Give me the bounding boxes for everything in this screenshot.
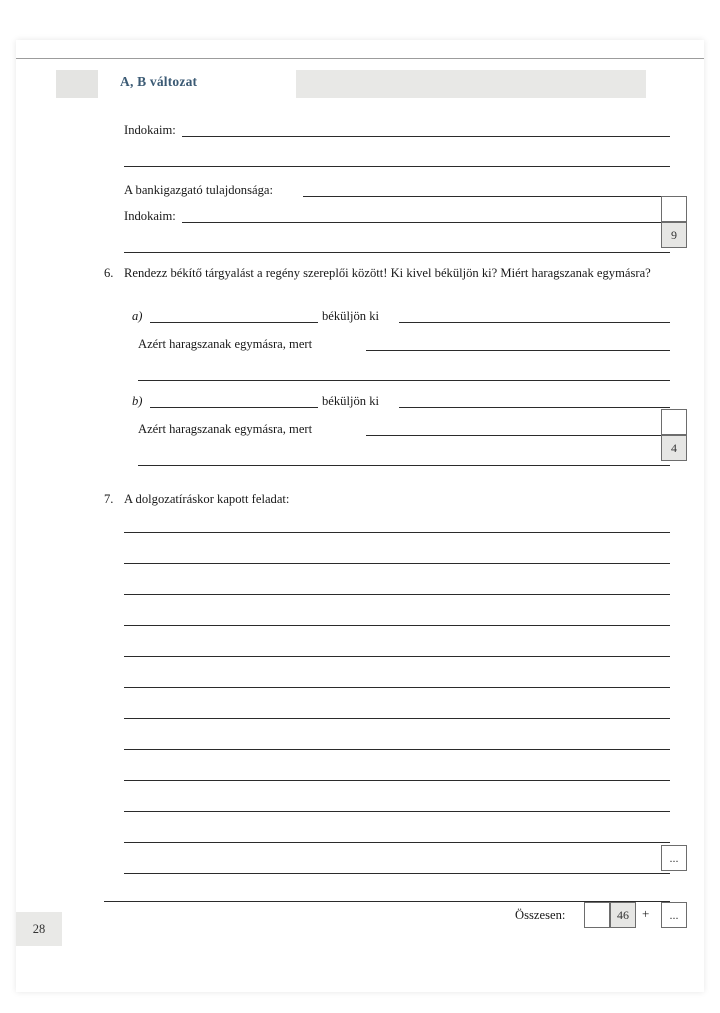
answer-rule[interactable] (124, 252, 670, 253)
score-box-task7[interactable]: ... (661, 845, 687, 871)
answer-rule[interactable] (124, 594, 670, 595)
summary-label: Összesen: (515, 908, 566, 922)
bankigazgato-label: A bankigazgató tulajdonsága: (124, 183, 273, 197)
answer-rule[interactable] (124, 625, 670, 626)
answer-rule[interactable] (124, 780, 670, 781)
answer-rule[interactable] (138, 465, 670, 466)
summary-score-box-empty[interactable] (584, 902, 610, 928)
answer-rule[interactable] (124, 718, 670, 719)
answer-rule[interactable] (399, 322, 670, 323)
summary-plus-sign: + (642, 906, 650, 921)
task6-a-reason-label: Azért haragszanak egymásra, mert (138, 337, 313, 351)
top-divider-rule (16, 58, 704, 59)
page-header (56, 70, 646, 100)
score-box-9[interactable]: 9 (661, 222, 687, 248)
answer-rule[interactable] (303, 196, 670, 197)
answer-rule[interactable] (124, 687, 670, 688)
task7-prompt: A dolgozatíráskor kapott feladat: (124, 492, 290, 506)
score-box-4[interactable]: 4 (661, 435, 687, 461)
page-sheet (16, 40, 704, 992)
task7-number: 7. (104, 492, 114, 506)
answer-rule[interactable] (124, 749, 670, 750)
answer-rule[interactable] (366, 435, 670, 436)
task6-b-reason-label: Azért haragszanak egymásra, mert (138, 422, 313, 436)
answer-rule[interactable] (124, 811, 670, 812)
answer-rule[interactable] (124, 842, 670, 843)
score-box-empty[interactable] (661, 196, 687, 222)
answer-rule[interactable] (124, 166, 670, 167)
answer-rule[interactable] (182, 136, 670, 137)
indokaim-label-2: Indokaim: (124, 209, 176, 223)
page-number: 28 (16, 912, 62, 946)
summary-score-box[interactable]: 46 (610, 902, 636, 928)
answer-rule[interactable] (124, 873, 670, 874)
answer-rule[interactable] (182, 222, 670, 223)
task6-number: 6. (104, 266, 114, 280)
task6-a-middle-label: béküljön ki (322, 309, 380, 323)
task6-b-marker: b) (132, 394, 143, 408)
task6-a-marker: a) (132, 309, 143, 323)
header-decor-block-right (296, 70, 646, 98)
answer-rule[interactable] (150, 322, 318, 323)
answer-rule[interactable] (399, 407, 670, 408)
answer-rule[interactable] (124, 563, 670, 564)
answer-rule[interactable] (124, 532, 670, 533)
answer-rule[interactable] (366, 350, 670, 351)
indokaim-label-1: Indokaim: (124, 123, 176, 137)
task6-prompt: Rendezz békítő tárgyalást a regény szereplői között! Ki kivel béküljön ki? Miért haragszanak egymásra? (124, 266, 651, 280)
task6-b-middle-label: béküljön ki (322, 394, 380, 408)
answer-rule[interactable] (150, 407, 318, 408)
score-box-empty[interactable] (661, 409, 687, 435)
summary-extra-box[interactable]: ... (661, 902, 687, 928)
answer-rule[interactable] (138, 380, 670, 381)
header-title: A, B változat (120, 74, 198, 89)
header-decor-block-left (56, 70, 98, 98)
answer-rule[interactable] (124, 656, 670, 657)
